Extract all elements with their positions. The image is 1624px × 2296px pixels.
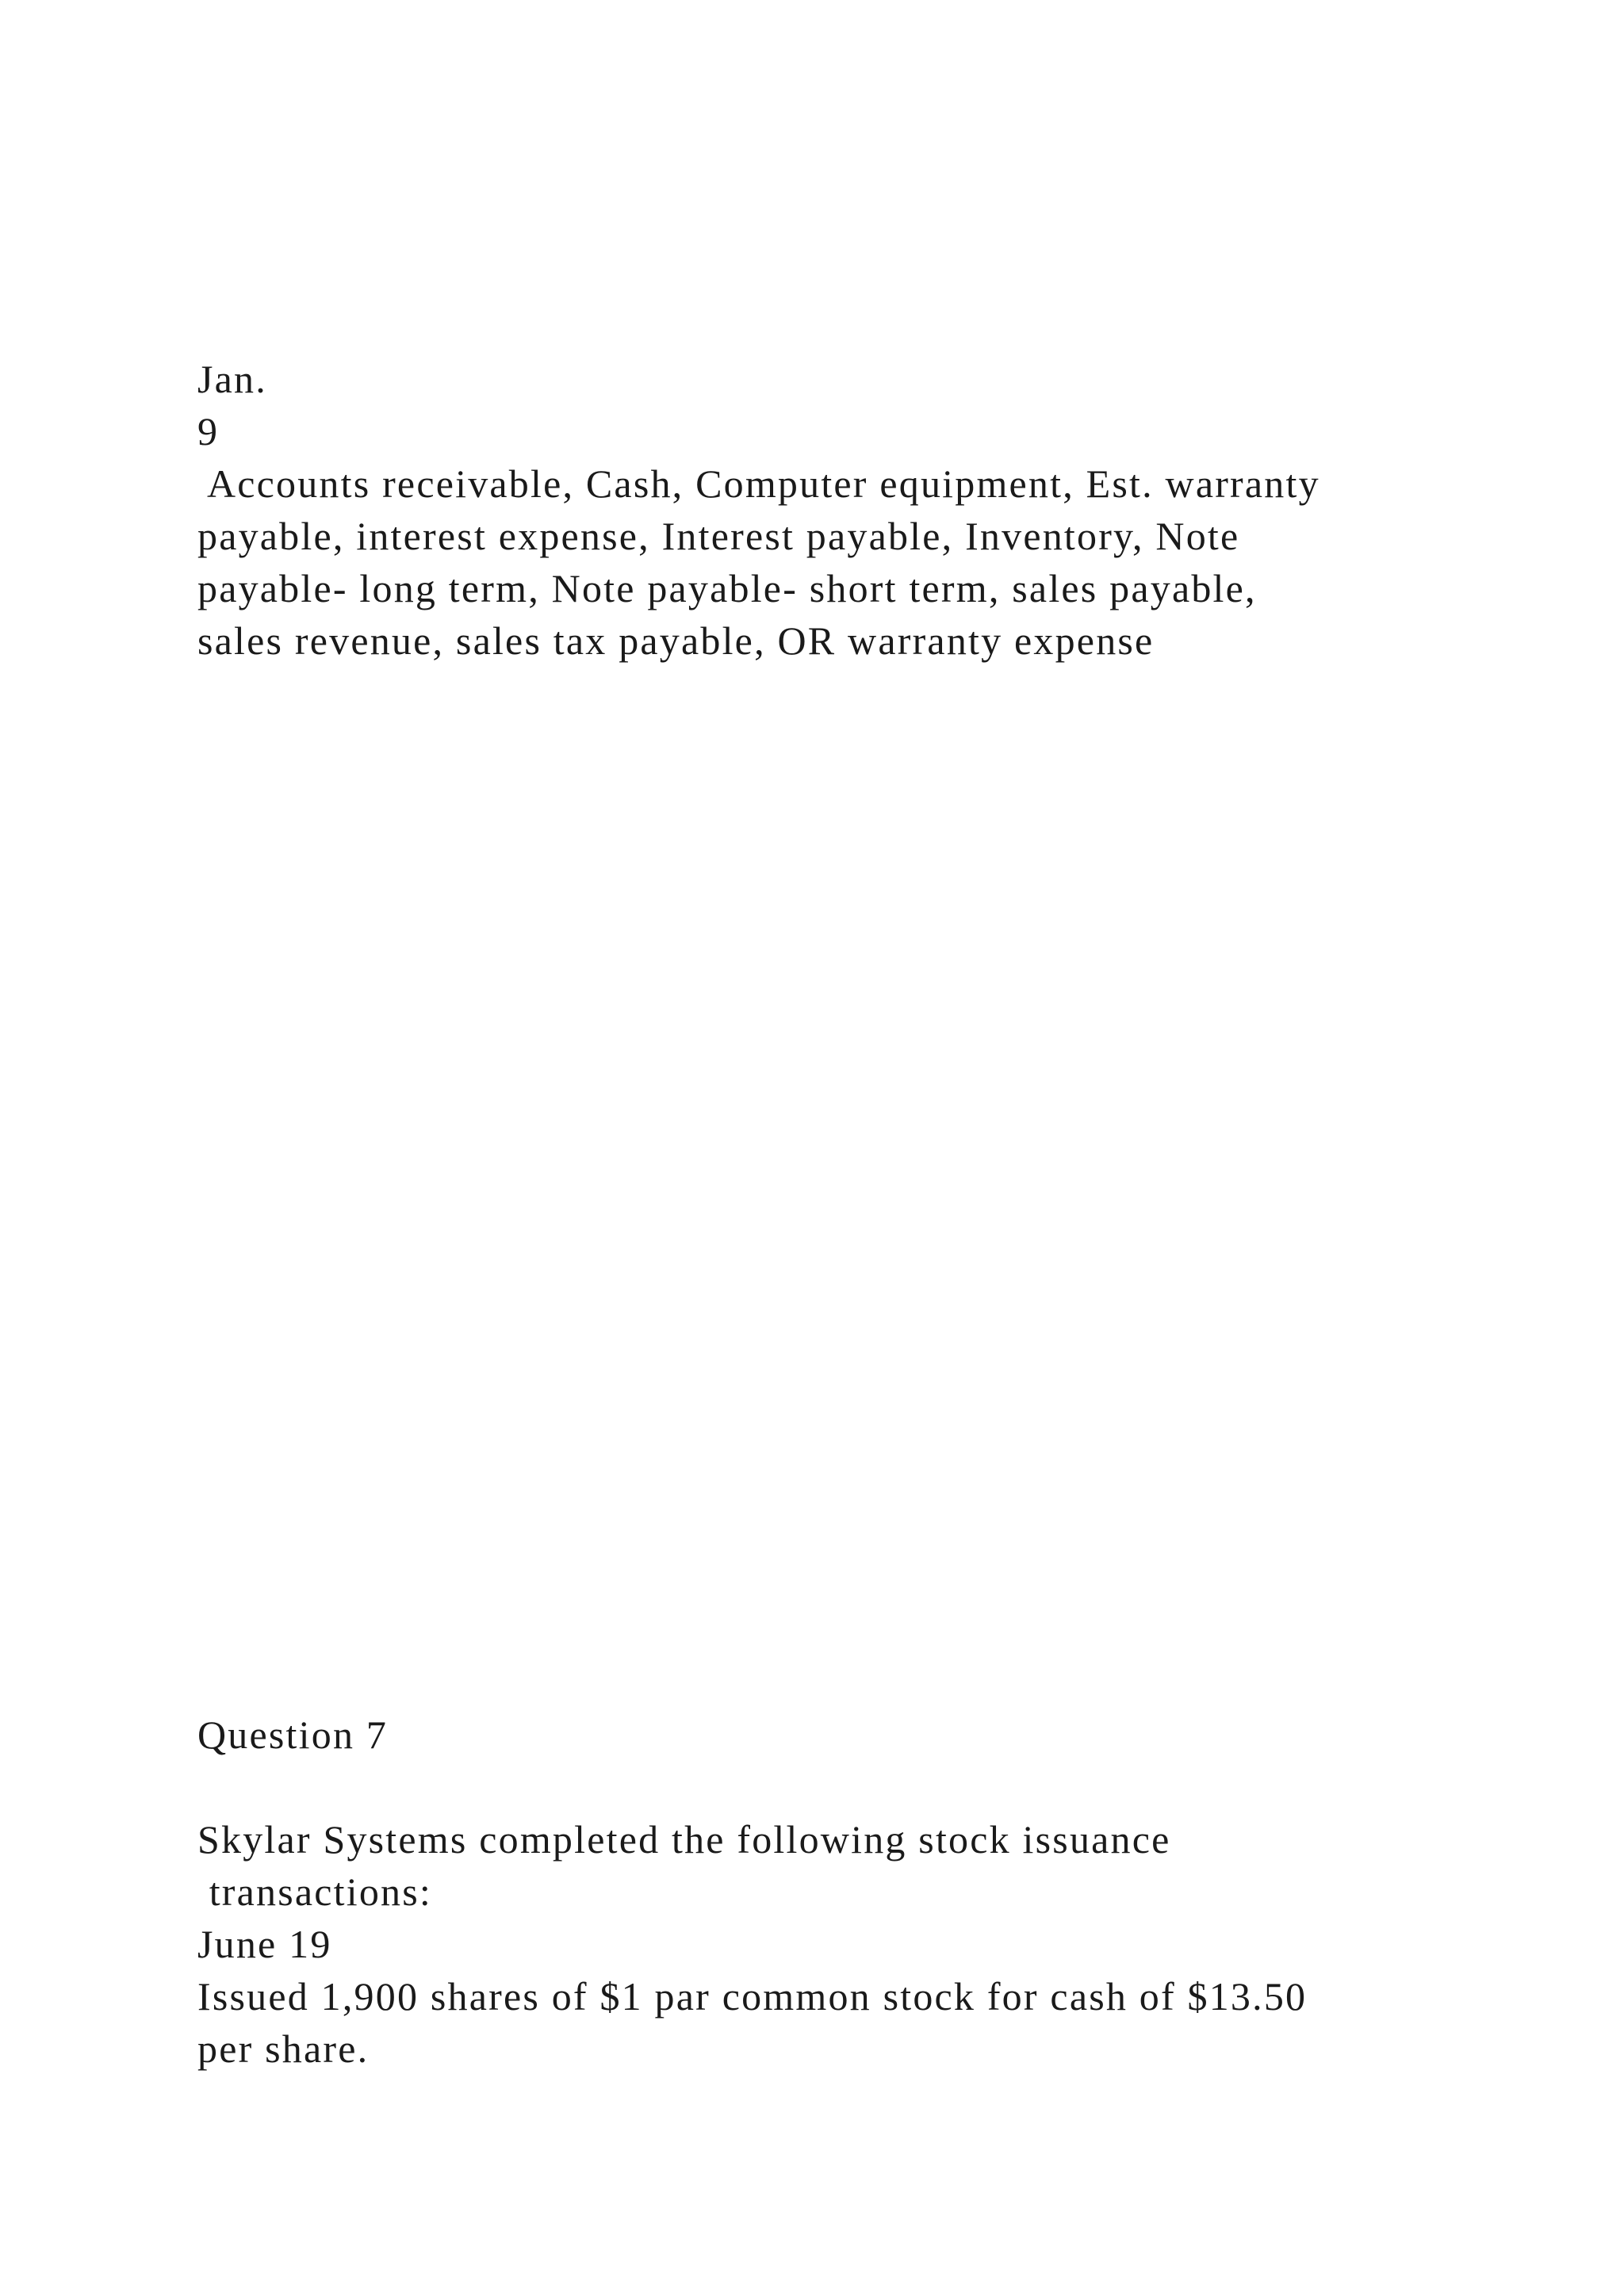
question-intro-line: Skylar Systems completed the following stock issuance [197, 1817, 1171, 1862]
transaction-line: per share. [197, 2026, 370, 2071]
account-options-line: payable, interest expense, Interest payable, Inventory, Note [197, 514, 1240, 558]
question-intro-line: transactions: [197, 1869, 433, 1914]
account-options-line: Accounts receivable, Cash, Computer equipment, Est. warranty [197, 461, 1320, 506]
transaction-date: June 19 [197, 1922, 332, 1966]
account-options-line: payable- long term, Note payable- short term, sales payable, [197, 566, 1257, 610]
transaction-line: Issued 1,900 shares of $1 par common stock for cash of $13.50 [197, 1974, 1308, 2019]
date-day: 9 [197, 409, 220, 453]
question-title: Question 7 [197, 1712, 389, 1757]
date-month: Jan. [197, 357, 267, 401]
account-options-line: sales revenue, sales tax payable, OR warranty expense [197, 618, 1155, 663]
